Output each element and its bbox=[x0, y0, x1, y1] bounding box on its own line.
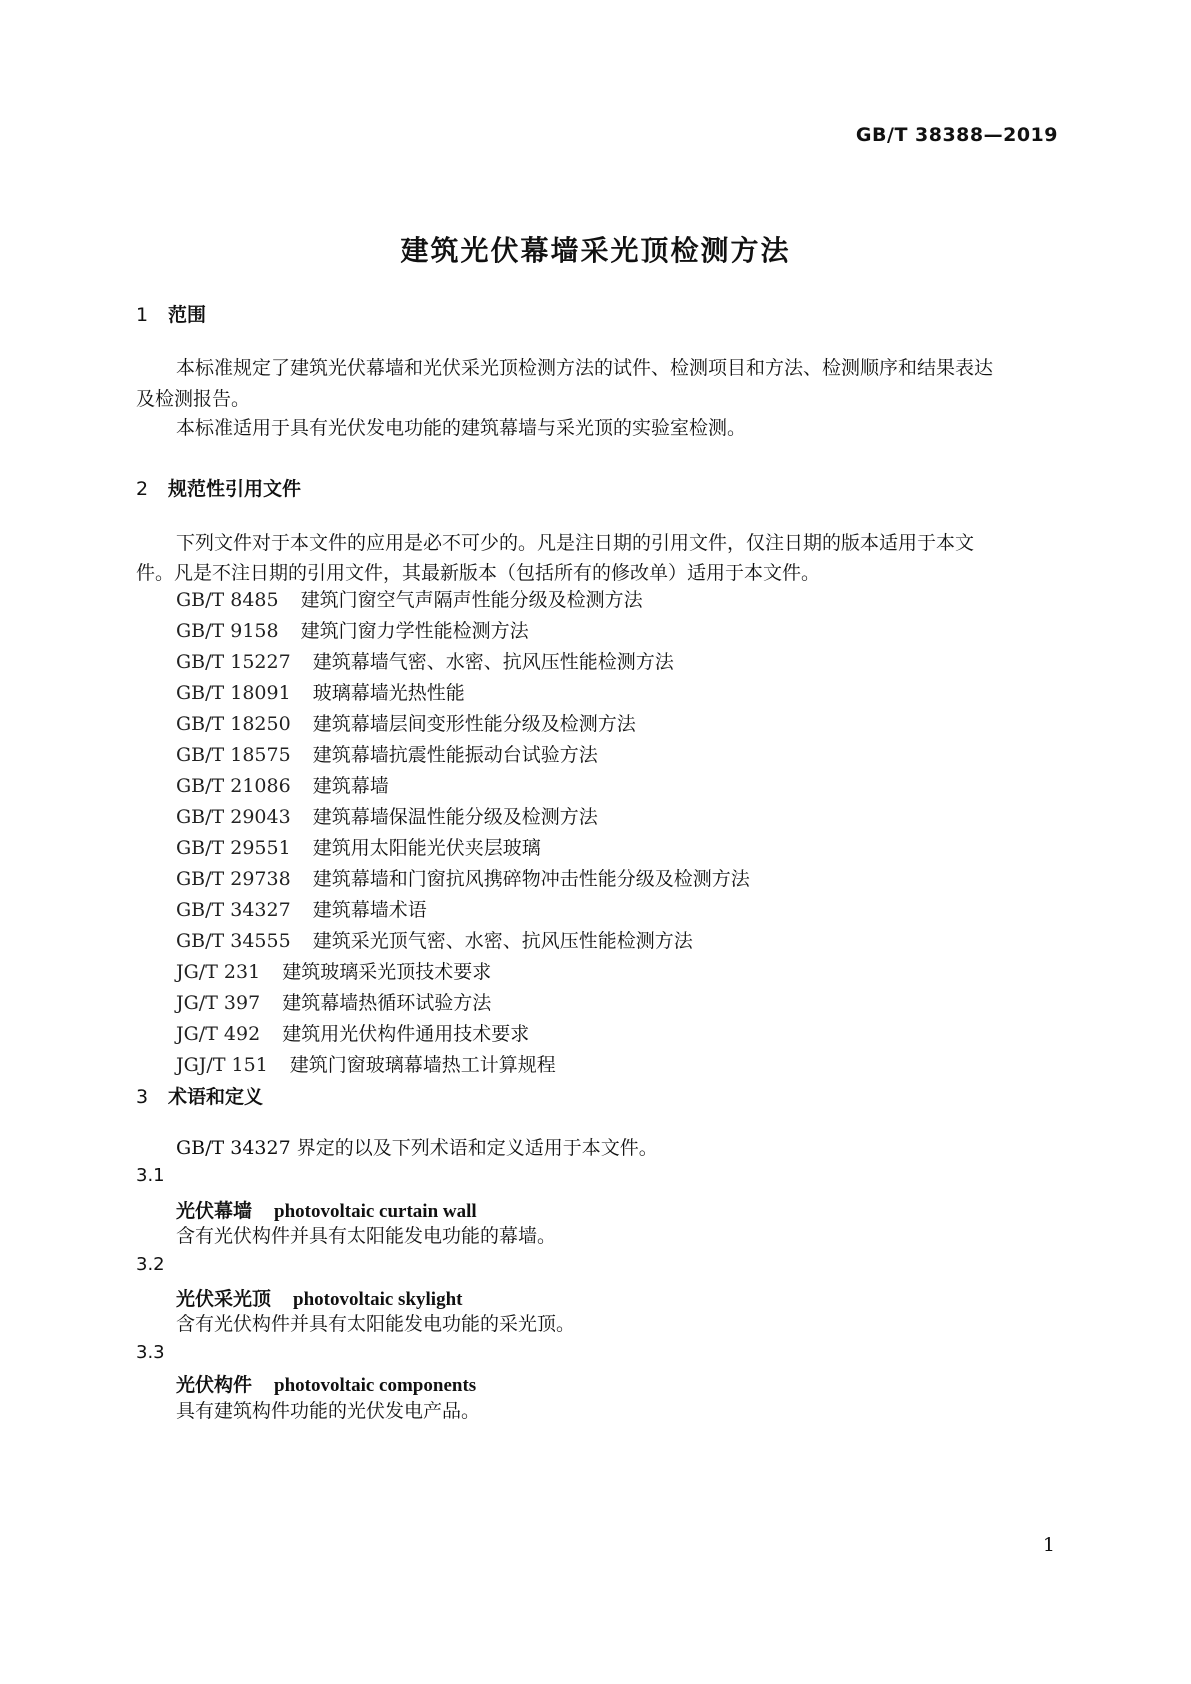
clause-number: 3.3 bbox=[136, 1342, 165, 1363]
reference-item bbox=[176, 957, 750, 988]
standard-code: GB/T 38388—2019 bbox=[855, 124, 1058, 146]
reference-list bbox=[176, 585, 750, 1081]
section-title: 术语和定义 bbox=[168, 1086, 264, 1108]
section-number: 1 bbox=[136, 304, 149, 326]
reference-title: 建筑玻璃采光顶技术要求 bbox=[282, 961, 492, 983]
section-title: 范围 bbox=[168, 304, 207, 326]
term-definition: 含有光伏构件并具有太阳能发电功能的幕墙。 bbox=[176, 1225, 557, 1247]
reference-item bbox=[176, 585, 750, 616]
reference-item bbox=[176, 1019, 750, 1050]
term-heading bbox=[176, 1196, 477, 1223]
reference-code: GB/T 29043 bbox=[176, 806, 291, 828]
reference-title: 玻璃幕墙光热性能 bbox=[312, 682, 465, 704]
reference-item bbox=[176, 895, 750, 926]
reference-code: JG/T 231 bbox=[176, 961, 261, 983]
reference-code: GB/T 15227 bbox=[176, 651, 291, 673]
term-zh: 光伏采光顶 bbox=[176, 1288, 272, 1310]
reference-item bbox=[176, 678, 750, 709]
reference-item bbox=[176, 740, 750, 771]
section-heading-terms-and-definitions bbox=[136, 1082, 263, 1109]
paragraph: 本标准适用于具有光伏发电功能的建筑幕墙与采光顶的实验室检测。 bbox=[176, 417, 747, 439]
reference-title: 建筑幕墙术语 bbox=[312, 899, 427, 921]
term-en: photovoltaic curtain wall bbox=[274, 1201, 477, 1222]
reference-title: 建筑门窗玻璃幕墙热工计算规程 bbox=[289, 1054, 556, 1076]
term-heading bbox=[176, 1370, 476, 1397]
reference-code: GB/T 8485 bbox=[176, 589, 279, 611]
reference-title: 建筑门窗空气声隔声性能分级及检测方法 bbox=[300, 589, 643, 611]
reference-item bbox=[176, 647, 750, 678]
clause-number: 3.1 bbox=[136, 1165, 165, 1186]
reference-item bbox=[176, 988, 750, 1019]
reference-item bbox=[176, 771, 750, 802]
reference-code: GB/T 18575 bbox=[176, 744, 291, 766]
document-title: 建筑光伏幕墙采光顶检测方法 bbox=[400, 234, 791, 267]
paragraph: GB/T 34327 界定的以及下列术语和定义适用于本文件。 bbox=[176, 1137, 658, 1159]
section-number: 2 bbox=[136, 478, 149, 500]
paragraph-line: 下列文件对于本文件的应用是必不可少的。凡是注日期的引用文件，仅注日期的版本适用于本文 bbox=[176, 532, 975, 554]
reference-item bbox=[176, 802, 750, 833]
reference-code: GB/T 9158 bbox=[176, 620, 279, 642]
term-en: photovoltaic components bbox=[274, 1375, 477, 1396]
clause-number: 3.2 bbox=[136, 1254, 165, 1275]
reference-code: GB/T 34327 bbox=[176, 899, 291, 921]
term-heading bbox=[176, 1284, 462, 1311]
reference-title: 建筑门窗力学性能检测方法 bbox=[300, 620, 529, 642]
section-heading-scope bbox=[136, 300, 206, 327]
reference-item bbox=[176, 616, 750, 647]
reference-title: 建筑幕墙保温性能分级及检测方法 bbox=[312, 806, 598, 828]
section-number: 3 bbox=[136, 1086, 149, 1108]
term-zh: 光伏幕墙 bbox=[176, 1200, 253, 1222]
reference-item bbox=[176, 1050, 750, 1081]
section-title: 规范性引用文件 bbox=[168, 478, 302, 500]
reference-item bbox=[176, 833, 750, 864]
term-en: photovoltaic skylight bbox=[293, 1289, 463, 1310]
paragraph-line: 及检测报告。 bbox=[136, 388, 251, 410]
reference-code: JGJ/T 151 bbox=[176, 1054, 268, 1076]
reference-title: 建筑幕墙层间变形性能分级及检测方法 bbox=[312, 713, 636, 735]
reference-title: 建筑幕墙抗震性能振动台试验方法 bbox=[312, 744, 598, 766]
paragraph-line: 本标准规定了建筑光伏幕墙和光伏采光顶检测方法的试件、检测项目和方法、检测顺序和结果表达 bbox=[176, 357, 994, 379]
reference-code: GB/T 29738 bbox=[176, 868, 291, 890]
reference-item bbox=[176, 709, 750, 740]
section-heading-normative-references bbox=[136, 474, 301, 501]
term-definition: 具有建筑构件功能的光伏发电产品。 bbox=[176, 1400, 481, 1422]
reference-code: GB/T 18250 bbox=[176, 713, 291, 735]
reference-code: GB/T 21086 bbox=[176, 775, 291, 797]
reference-code: GB/T 18091 bbox=[176, 682, 291, 704]
reference-item bbox=[176, 864, 750, 895]
reference-code: GB/T 34555 bbox=[176, 930, 291, 952]
term-definition: 含有光伏构件并具有太阳能发电功能的采光顶。 bbox=[176, 1313, 576, 1335]
term-zh: 光伏构件 bbox=[176, 1374, 253, 1396]
paragraph-line: 件。凡是不注日期的引用文件，其最新版本（包括所有的修改单）适用于本文件。 bbox=[136, 562, 821, 584]
reference-title: 建筑用光伏构件通用技术要求 bbox=[282, 1023, 530, 1045]
reference-title: 建筑幕墙热循环试验方法 bbox=[282, 992, 492, 1014]
reference-code: JG/T 492 bbox=[176, 1023, 261, 1045]
reference-code: GB/T 29551 bbox=[176, 837, 291, 859]
reference-code: JG/T 397 bbox=[176, 992, 261, 1014]
reference-title: 建筑用太阳能光伏夹层玻璃 bbox=[312, 837, 541, 859]
reference-title: 建筑幕墙气密、水密、抗风压性能检测方法 bbox=[312, 651, 674, 673]
reference-item bbox=[176, 926, 750, 957]
reference-title: 建筑幕墙和门窗抗风携碎物冲击性能分级及检测方法 bbox=[312, 868, 750, 890]
page-number: 1 bbox=[1042, 1534, 1055, 1556]
reference-title: 建筑采光顶气密、水密、抗风压性能检测方法 bbox=[312, 930, 693, 952]
reference-title: 建筑幕墙 bbox=[312, 775, 389, 797]
